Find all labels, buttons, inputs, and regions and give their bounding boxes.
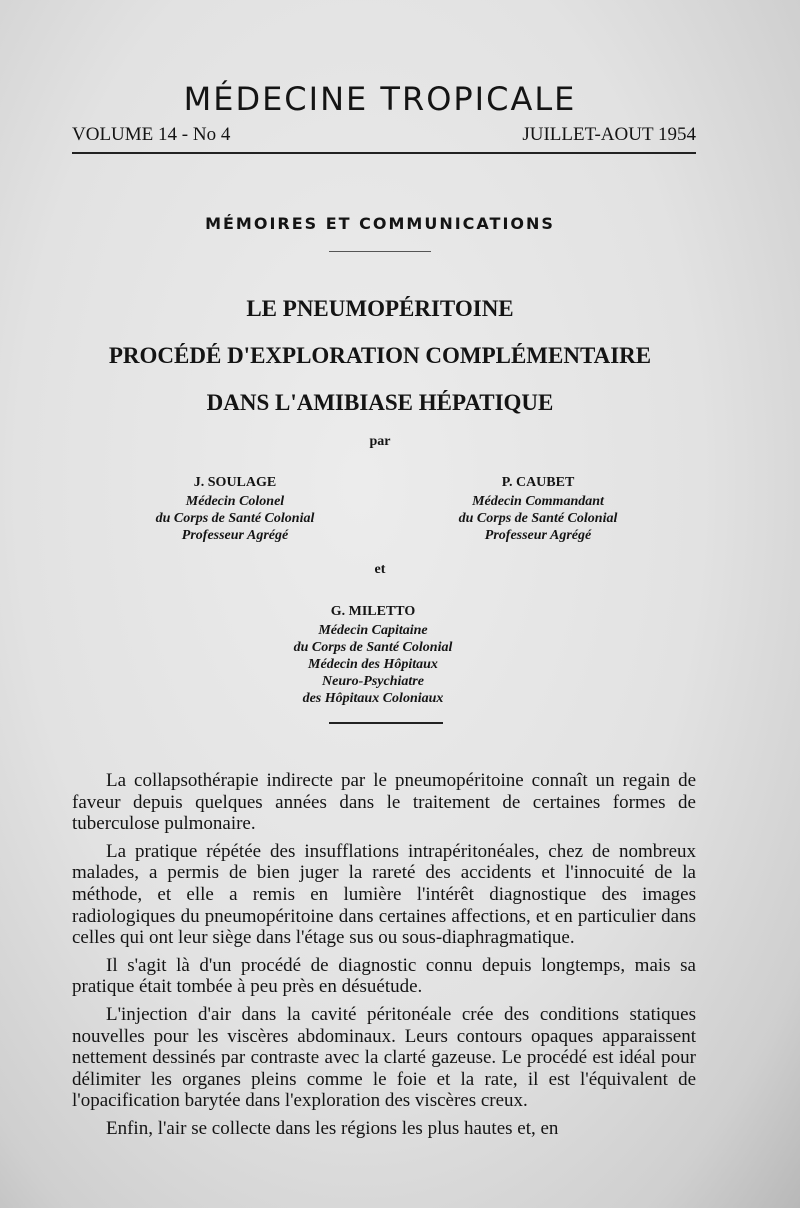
issue-line (72, 124, 696, 154)
by-label: par (369, 434, 391, 449)
author-name: P. CAUBET (501, 475, 575, 490)
title-divider (329, 722, 443, 724)
body-paragraph: Il s'agit là d'un procédé de diagnostic connu depuis longtemps, mais sa pratique était tombée à peu près en désuétude. (72, 954, 696, 998)
body-paragraph: L'injection d'air dans la cavité péritonéale crée des conditions statiques nouvelles pour les viscères abdominaux. Leurs contours opaques apparaissent nettement dessinés par contraste avec la clarté gazeuse. Le procédé est idéal pour délimiter les organes pleins comme le foie et la rate, il est l'équivalent de l'opacification barytée dans l'exploration des viscères creux. (72, 1003, 696, 1112)
author-affiliation: Médecin Colonel (185, 494, 285, 509)
volume-number: VOLUME 14 - No 4 (72, 124, 231, 145)
section-rule (329, 251, 431, 252)
section-heading: MÉMOIRES ET COMMUNICATIONS (205, 214, 555, 233)
issue-date: JUILLET-AOUT 1954 (522, 124, 696, 145)
body-paragraph: Enfin, l'air se collecte dans les régions les plus hautes et, en (106, 1117, 559, 1139)
author-miletto (223, 603, 523, 707)
author-affiliation: du Corps de Santé Colonial (458, 511, 618, 526)
journal-title: MÉDECINE TROPICALE (183, 80, 577, 118)
body-paragraph: La collapsothérapie indirecte par le pneumopéritoine connaît un regain de faveur depuis quelques années dans le traitement de certaines formes de tuberculose pulmonaire. (72, 770, 696, 835)
author-affiliation: du Corps de Santé Colonial (155, 511, 315, 526)
author-affiliation: Professeur Agrégé (181, 528, 289, 543)
author-affiliation: des Hôpitaux Coloniaux (302, 691, 444, 706)
and-label: et (374, 562, 386, 577)
author-soulage (90, 474, 380, 544)
author-caubet (393, 474, 683, 544)
author-affiliation: Médecin Commandant (472, 494, 604, 509)
article-title-line-2: PROCÉDÉ D'EXPLORATION COMPLÉMENTAIRE (108, 343, 652, 368)
article-title-line-3: DANS L'AMIBIASE HÉPATIQUE (206, 390, 554, 415)
article-title-line-1: LE PNEUMOPÉRITOINE (246, 296, 514, 321)
author-affiliation: Médecin des Hôpitaux (308, 657, 438, 672)
body-paragraph: La pratique répétée des insufflations intrapéritonéales, chez de nombreux malades, a permis de bien juger la rareté des accidents et l'innocuité de la méthode, et elle a remis en lumière l'intérêt diagnostique des images radiologiques du pneumopéritoine dans certaines affections, et en particulier dans celles qui ont leur siège dans l'étage sus ou sous-diaphragmatique. (72, 840, 696, 949)
author-affiliation: Professeur Agrégé (484, 528, 592, 543)
author-name: J. SOULAGE (193, 475, 277, 490)
author-name: G. MILETTO (330, 604, 416, 619)
author-affiliation: du Corps de Santé Colonial (293, 640, 453, 655)
author-affiliation: Neuro-Psychiatre (322, 674, 424, 689)
article-body (72, 770, 696, 1146)
author-affiliation: Médecin Capitaine (318, 623, 428, 638)
